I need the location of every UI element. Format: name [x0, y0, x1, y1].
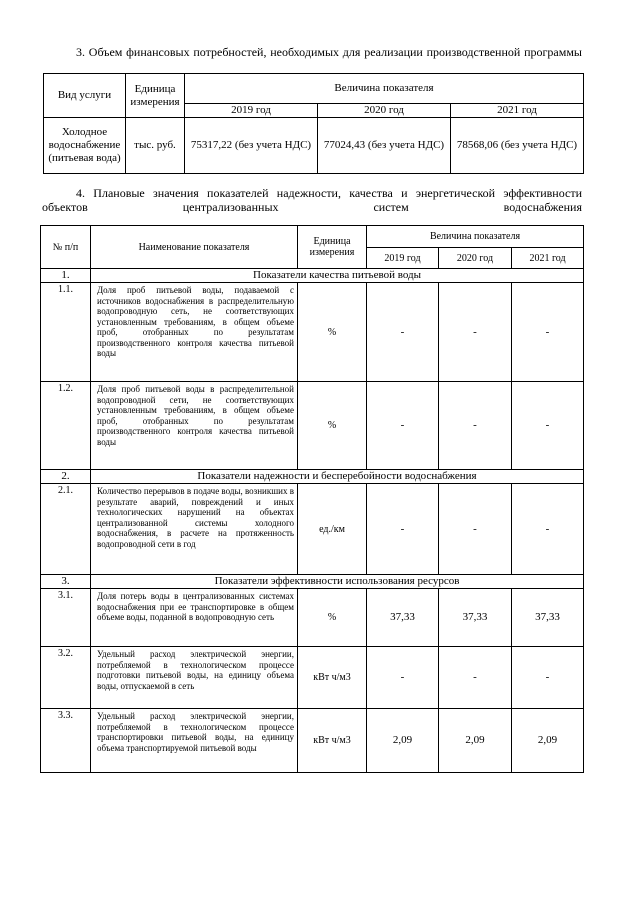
section-4-heading: 4. Плановые значения показателей надежности, качества и энергетической эффективности объектов централизованных систем водоснабжения — [42, 186, 582, 214]
table-row — [41, 283, 584, 382]
row-num: 3.2. — [41, 647, 91, 709]
row-value: - — [512, 382, 584, 470]
row-value: 37,33 — [439, 589, 512, 647]
col-header-value: Величина показателя — [367, 226, 584, 248]
row-value: - — [367, 647, 439, 709]
year-header: 2020 год — [318, 104, 451, 118]
row-name: Доля потерь воды в централизованных системах водоснабжения при ее транспортировке в общем объеме воды, поданной в водопроводную сеть — [91, 589, 298, 647]
row-value: 37,33 — [512, 589, 584, 647]
row-name: Количество перерывов в подаче воды, возникших в результате аварий, повреждений и иных технологических нарушений на объектах централизованной системы холодного водоснабжения, в расчете на протяженность водопроводной сети в год — [91, 484, 298, 575]
row-value: - — [367, 382, 439, 470]
value-cell: 78568,06 (без учета НДС) — [451, 118, 584, 174]
group-title: Показатели надежности и бесперебойности водоснабжения — [91, 470, 584, 484]
row-num: 3.1. — [41, 589, 91, 647]
row-unit: кВт ч/м3 — [298, 647, 367, 709]
group-title: Показатели качества питьевой воды — [91, 269, 584, 283]
row-value: - — [439, 283, 512, 382]
col-header-unit: Единица измерения — [126, 74, 185, 118]
row-unit: % — [298, 382, 367, 470]
row-num: 3.3. — [41, 709, 91, 773]
row-value: - — [512, 283, 584, 382]
table-row — [41, 484, 584, 575]
table-row — [41, 647, 584, 709]
unit-cell: тыс. руб. — [126, 118, 185, 174]
table-row — [41, 382, 584, 470]
col-header-value: Величина показателя — [185, 74, 584, 104]
row-value: 2,09 — [512, 709, 584, 773]
service-cell: Холодное водоснабжение (питьевая вода) — [44, 118, 126, 174]
row-value: - — [367, 484, 439, 575]
indicators-table — [40, 225, 584, 773]
row-value: - — [439, 647, 512, 709]
section-3-heading: 3. Объем финансовых потребностей, необходимых для реализации производственной программы — [76, 45, 582, 59]
year-header: 2021 год — [512, 248, 584, 269]
row-name: Удельный расход электрической энергии, потребляемой в технологическом процессе подготовки питьевой воды, на единицу объема воды, отпускаемой в сеть — [91, 647, 298, 709]
year-header: 2021 год — [451, 104, 584, 118]
row-value: - — [367, 283, 439, 382]
row-value: 37,33 — [367, 589, 439, 647]
row-num: 1.2. — [41, 382, 91, 470]
col-header-service: Вид услуги — [44, 74, 126, 118]
financial-needs-table — [43, 73, 584, 174]
row-value: - — [512, 484, 584, 575]
row-unit: ед./км — [298, 484, 367, 575]
value-cell: 77024,43 (без учета НДС) — [318, 118, 451, 174]
year-header: 2019 год — [185, 104, 318, 118]
col-header-name: Наименование показателя — [91, 226, 298, 269]
year-header: 2019 год — [367, 248, 439, 269]
col-header-num: № п/п — [41, 226, 91, 269]
group-title: Показатели эффективности использования ресурсов — [91, 575, 584, 589]
row-value: 2,09 — [367, 709, 439, 773]
group-num: 2. — [41, 470, 91, 484]
row-num: 1.1. — [41, 283, 91, 382]
row-value: - — [439, 382, 512, 470]
row-unit: кВт ч/м3 — [298, 709, 367, 773]
group-num: 3. — [41, 575, 91, 589]
value-cell: 75317,22 (без учета НДС) — [185, 118, 318, 174]
row-num: 2.1. — [41, 484, 91, 575]
col-header-unit: Единица измерения — [298, 226, 367, 269]
row-name: Доля проб питьевой воды в распределительной водопроводной сети, не соответствующих установленным требованиям, в общем объеме проб, отобранных по результатам производственного контроля качества питьевой воды — [91, 382, 298, 470]
row-value: - — [439, 484, 512, 575]
year-header: 2020 год — [439, 248, 512, 269]
table-row — [41, 709, 584, 773]
row-name: Удельный расход электрической энергии, потребляемой в технологическом процессе транспортировки питьевой воды, на единицу объема транспортируемой питьевой воды — [91, 709, 298, 773]
table-row — [41, 589, 584, 647]
row-value: - — [512, 647, 584, 709]
group-num: 1. — [41, 269, 91, 283]
row-unit: % — [298, 589, 367, 647]
row-value: 2,09 — [439, 709, 512, 773]
row-unit: % — [298, 283, 367, 382]
row-name: Доля проб питьевой воды, подаваемой с источников водоснабжения в распределительную водопроводную сеть, не соответствующих установленным требованиям, в общем объеме проб, отобранных по результатам производственного контроля качества питьевой воды — [91, 283, 298, 382]
